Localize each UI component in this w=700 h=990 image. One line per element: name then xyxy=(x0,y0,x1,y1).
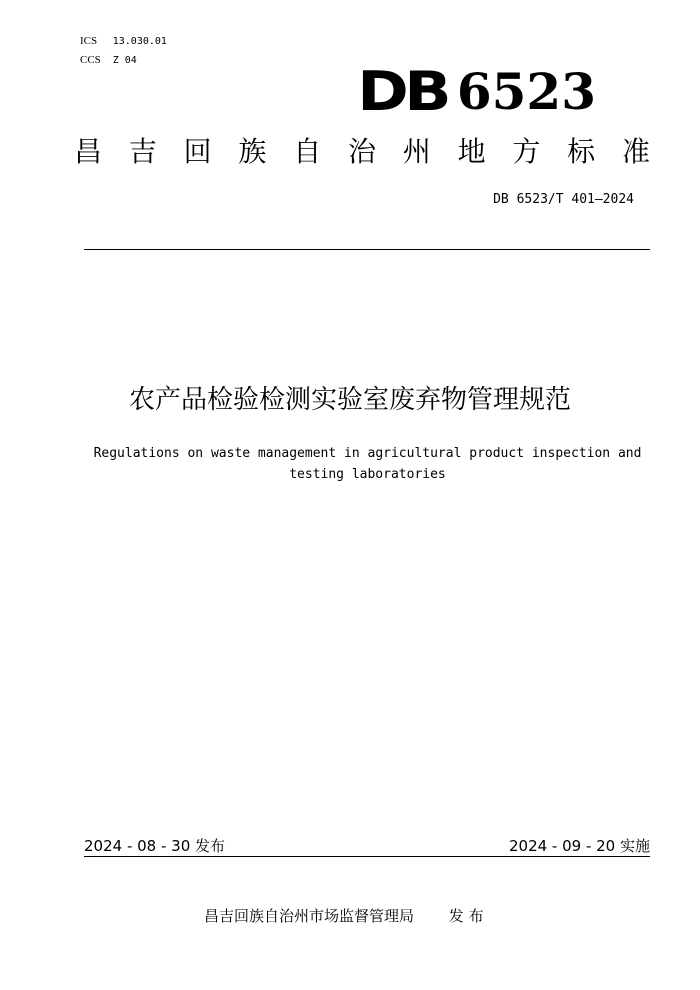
title-english: Regulations on waste management in agricultural product inspection and testing laboratories xyxy=(93,446,642,482)
ics-classification xyxy=(80,34,167,49)
issuer-organization: 昌吉回族自治州市场监督管理局 xyxy=(204,907,415,925)
ics-code: 13.030.01 xyxy=(112,36,167,47)
standard-type-char: 地 xyxy=(457,135,486,168)
standard-type-char: 方 xyxy=(512,135,541,168)
implementation-date: 2024 - 09 - 20 实施 xyxy=(508,837,650,855)
db-logo-prefix: DB xyxy=(357,60,447,123)
standard-number: DB 6523/T 401—2024 xyxy=(493,192,634,207)
ics-label: ICS xyxy=(80,35,98,47)
standard-type-char: 治 xyxy=(347,135,376,168)
db-logo xyxy=(357,60,596,123)
standard-type-char: 族 xyxy=(238,135,267,168)
standard-type-heading xyxy=(74,134,650,170)
header-divider xyxy=(84,249,650,250)
standard-type-char: 吉 xyxy=(128,135,157,168)
standard-type-char: 回 xyxy=(183,135,212,168)
ccs-code: Z 04 xyxy=(112,55,137,66)
issuer-action: 发 布 xyxy=(448,907,484,925)
standard-type-char: 昌 xyxy=(74,135,103,168)
standard-type-char: 标 xyxy=(567,135,596,168)
title-chinese: 农产品检验检测实验室废弃物管理规范 xyxy=(128,385,571,415)
ccs-classification xyxy=(80,53,137,68)
footer-divider xyxy=(84,856,650,857)
standard-type-char: 州 xyxy=(402,135,431,168)
ccs-label: CCS xyxy=(80,54,101,66)
standard-type-char: 自 xyxy=(293,135,322,168)
issue-date: 2024 - 08 - 30 发布 xyxy=(84,837,226,855)
standard-type-char: 准 xyxy=(621,135,650,168)
issuer-line xyxy=(204,905,484,926)
db-logo-number: 6523 xyxy=(456,62,596,121)
